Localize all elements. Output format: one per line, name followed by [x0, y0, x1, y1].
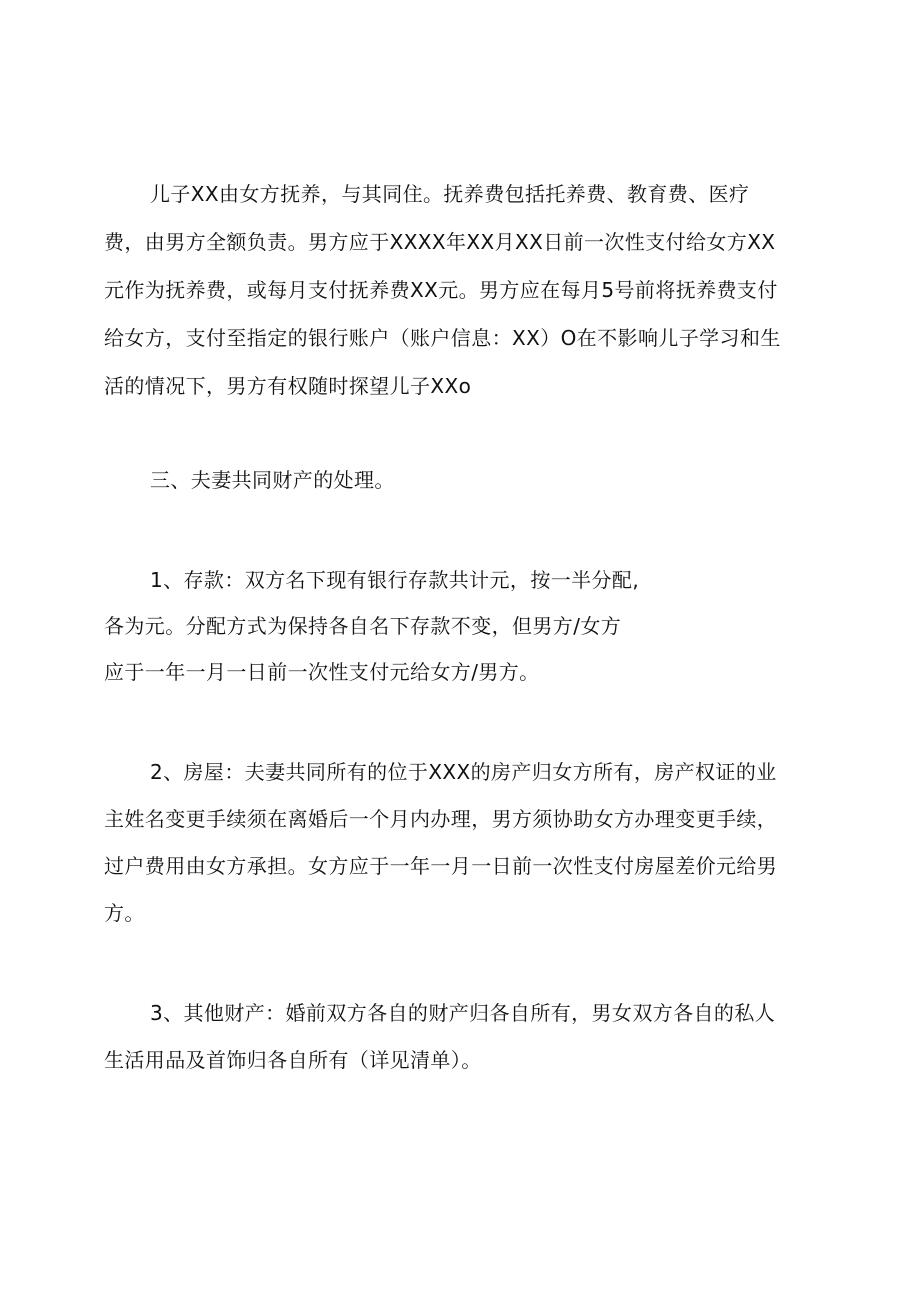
text-line: 方。 [104, 901, 145, 925]
text-line: 元作为抚养费，或每月支付抚养费XX元。男方应在每月5号前将抚养费支付 [104, 278, 778, 302]
text-line: 过户费用由女方承担。女方应于一年一月一日前一次性支付房屋差价元给男 [104, 854, 778, 878]
text-line: 各为元。分配方式为保持各自名下存款不变，但男方/女方 [104, 614, 622, 638]
text-line: 生活用品及首饰归各自所有（详见清单）。 [104, 1048, 482, 1072]
text-line: 儿子XX由女方抚养，与其同住。抚养费包括托养费、教育费、医疗 [150, 182, 750, 206]
text-line: 2、房屋：夫妻共同所有的位于XXX的房产归女方所有，房产权证的业 [150, 760, 777, 784]
heading-text: 三、夫妻共同财产的处理。 [150, 468, 395, 492]
text-line: 主姓名变更手续须在离婚后一个月内办理，男方须协助女方办理变更手续， [104, 807, 778, 831]
text-line: 费，由男方全额负责。男方应于XXXX年XX月XX日前一次性支付给女方XX [104, 230, 776, 254]
text-line: 3、其他财产：婚前双方各自的财产归各自所有，男女双方各自的私人 [150, 1001, 776, 1025]
text-line: 1、存款：双方名下现有银行存款共计元，按一半分配, [150, 568, 640, 592]
text-line: 给女方，支付至指定的银行账户（账户信息：XX）O在不影响儿子学习和生 [104, 326, 781, 350]
text-line: 活的情况下，男方有权随时探望儿子XXo [104, 374, 472, 398]
text-line: 应于一年一月一日前一次性支付元给女方/男方。 [104, 660, 540, 684]
